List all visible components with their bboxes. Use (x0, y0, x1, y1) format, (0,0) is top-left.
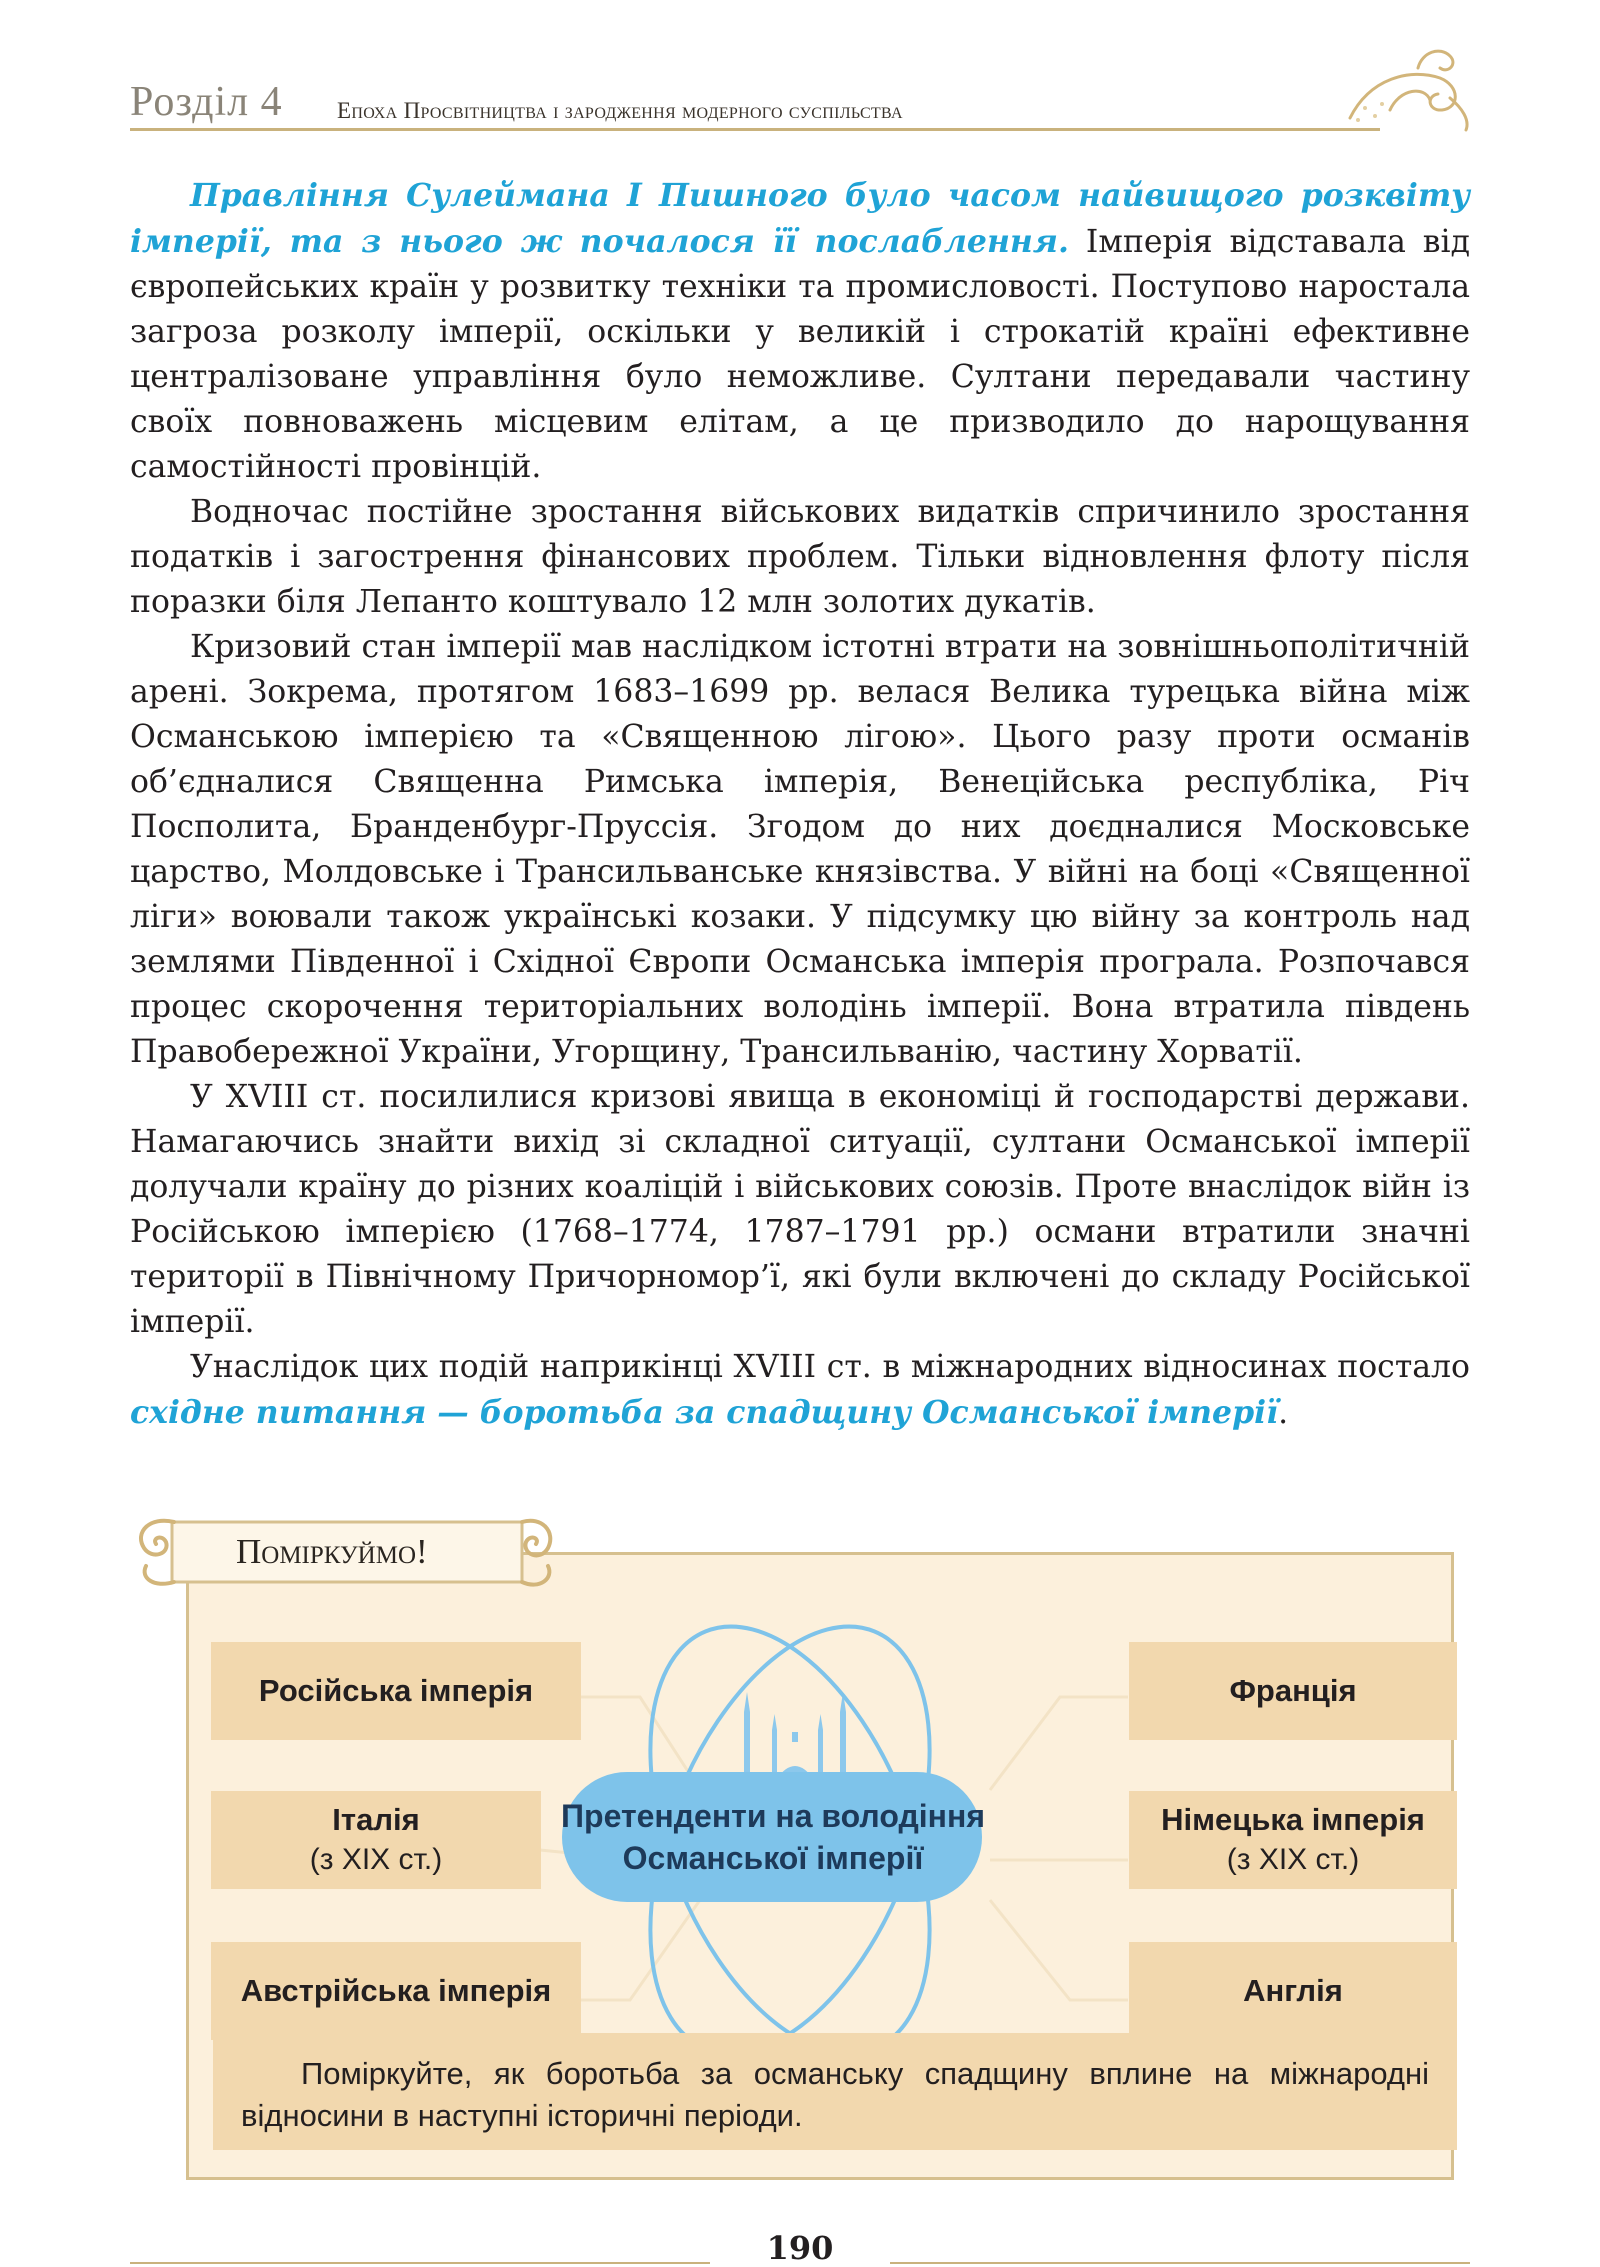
box-france (1129, 1642, 1457, 1740)
center-label-line-1: Претенденти на володіння (561, 1798, 985, 1834)
chapter-title: Епоха Просвітництва і зародження модерного суспільства (337, 98, 903, 123)
box-german-empire (1129, 1791, 1457, 1889)
footer-rule-right (890, 2262, 1470, 2264)
paragraph-4: У XVIII ст. посилилися кризові явища в економіці й господарстві держави. Намагаючись знайти вихід зі складної ситуації, султани Османської імперії долучали країну до різних коаліцій і військових союзів. Проте внаслідок війн із Російською імперією (1768–1774, 1787–1791 рр.) османи втратили значні території в Північному Причорномор’ї, які були включені до складу Російської імперії. (130, 1079, 1470, 1340)
box-note: (з XIX ст.) (1226, 1843, 1360, 1876)
center-label-line-2: Османської імперії (622, 1840, 924, 1876)
think-banner (130, 1508, 560, 1598)
footer-rule-left (130, 2262, 710, 2264)
box-name: Російська імперія (258, 1673, 534, 1708)
think-question: Поміркуйте, як боротьба за османську спадщину вплине на міжнародні відносини в наступні історичні періоди. (213, 2033, 1457, 2150)
paragraph-text: Унаслідок цих подій наприкінці XVIII ст. в міжнародних відносинах постало (190, 1349, 1470, 1385)
box-name: Австрійська імперія (240, 1973, 552, 2008)
box-note: (з XIX ст.) (309, 1843, 443, 1876)
center-label (558, 1777, 988, 1897)
paragraph-tail: . (1278, 1395, 1289, 1431)
box-italy (211, 1791, 541, 1889)
paragraph-2: Водночас постійне зростання військових видатків спричинило зростання податків і загострення фінансових проблем. Тільки відновлення флоту після поразки біля Лепанто коштувало 12 млн золотих дукатів. (130, 494, 1470, 620)
paragraph-3: Кризовий стан імперії мав наслідком істотні втрати на зовнішньополітичній арені. Зокрема, протягом 1683–1699 рр. велася Велика турецька війна між Османською імперією та «Священною лігою». Цього разу проти османів об’єдналися Священна Римська імперія, Венеційська республіка, Річ Посполита, Бранденбург-Пруссія. Згодом до них доєдналися Московське царство, Молдовське і Трансильванське князівства. У війні на боці «Священної ліги» воювали також українські козаки. У підсумку цю війну за контроль над землями Південної і Східної Європи Османська імперія програла. Розпочався процес скорочення територіальних володінь імперії. Вона втратила південь Правобережної України, Угорщину, Трансильванію, частину Хорватії. (130, 629, 1470, 1070)
box-name: Франція (1229, 1673, 1357, 1708)
box-name: Німецька імперія (1161, 1802, 1425, 1837)
box-england (1129, 1942, 1457, 2040)
box-name: Італія (332, 1802, 420, 1837)
think-label: Поміркуймо! (236, 1532, 428, 1571)
paragraph-text: Імперія відставала від європейських країн у розвитку техніки та промисловості. Поступово наростала загроза розколу імперії, оскільки у великій і строкатій країні ефективне централізоване управління було неможливе. Султани передавали частину своїх повноважень місцевим елітам, а це призводило до нарощування самостійності провінцій. (130, 224, 1470, 485)
key-statement: Правління Сулеймана I Пишного було часом найвищого розквіту імперії, та з нього ж почалося її послаблення. (130, 177, 1470, 260)
box-austrian-empire (211, 1942, 581, 2040)
box-russian-empire (211, 1642, 581, 1740)
eastern-question-term: східне питання — боротьба за спадщину Османської імперії (130, 1394, 1279, 1431)
chapter-label: Розділ 4 (130, 79, 283, 125)
box-name: Англія (1243, 1973, 1343, 2008)
page-number: 190 (766, 2229, 834, 2267)
